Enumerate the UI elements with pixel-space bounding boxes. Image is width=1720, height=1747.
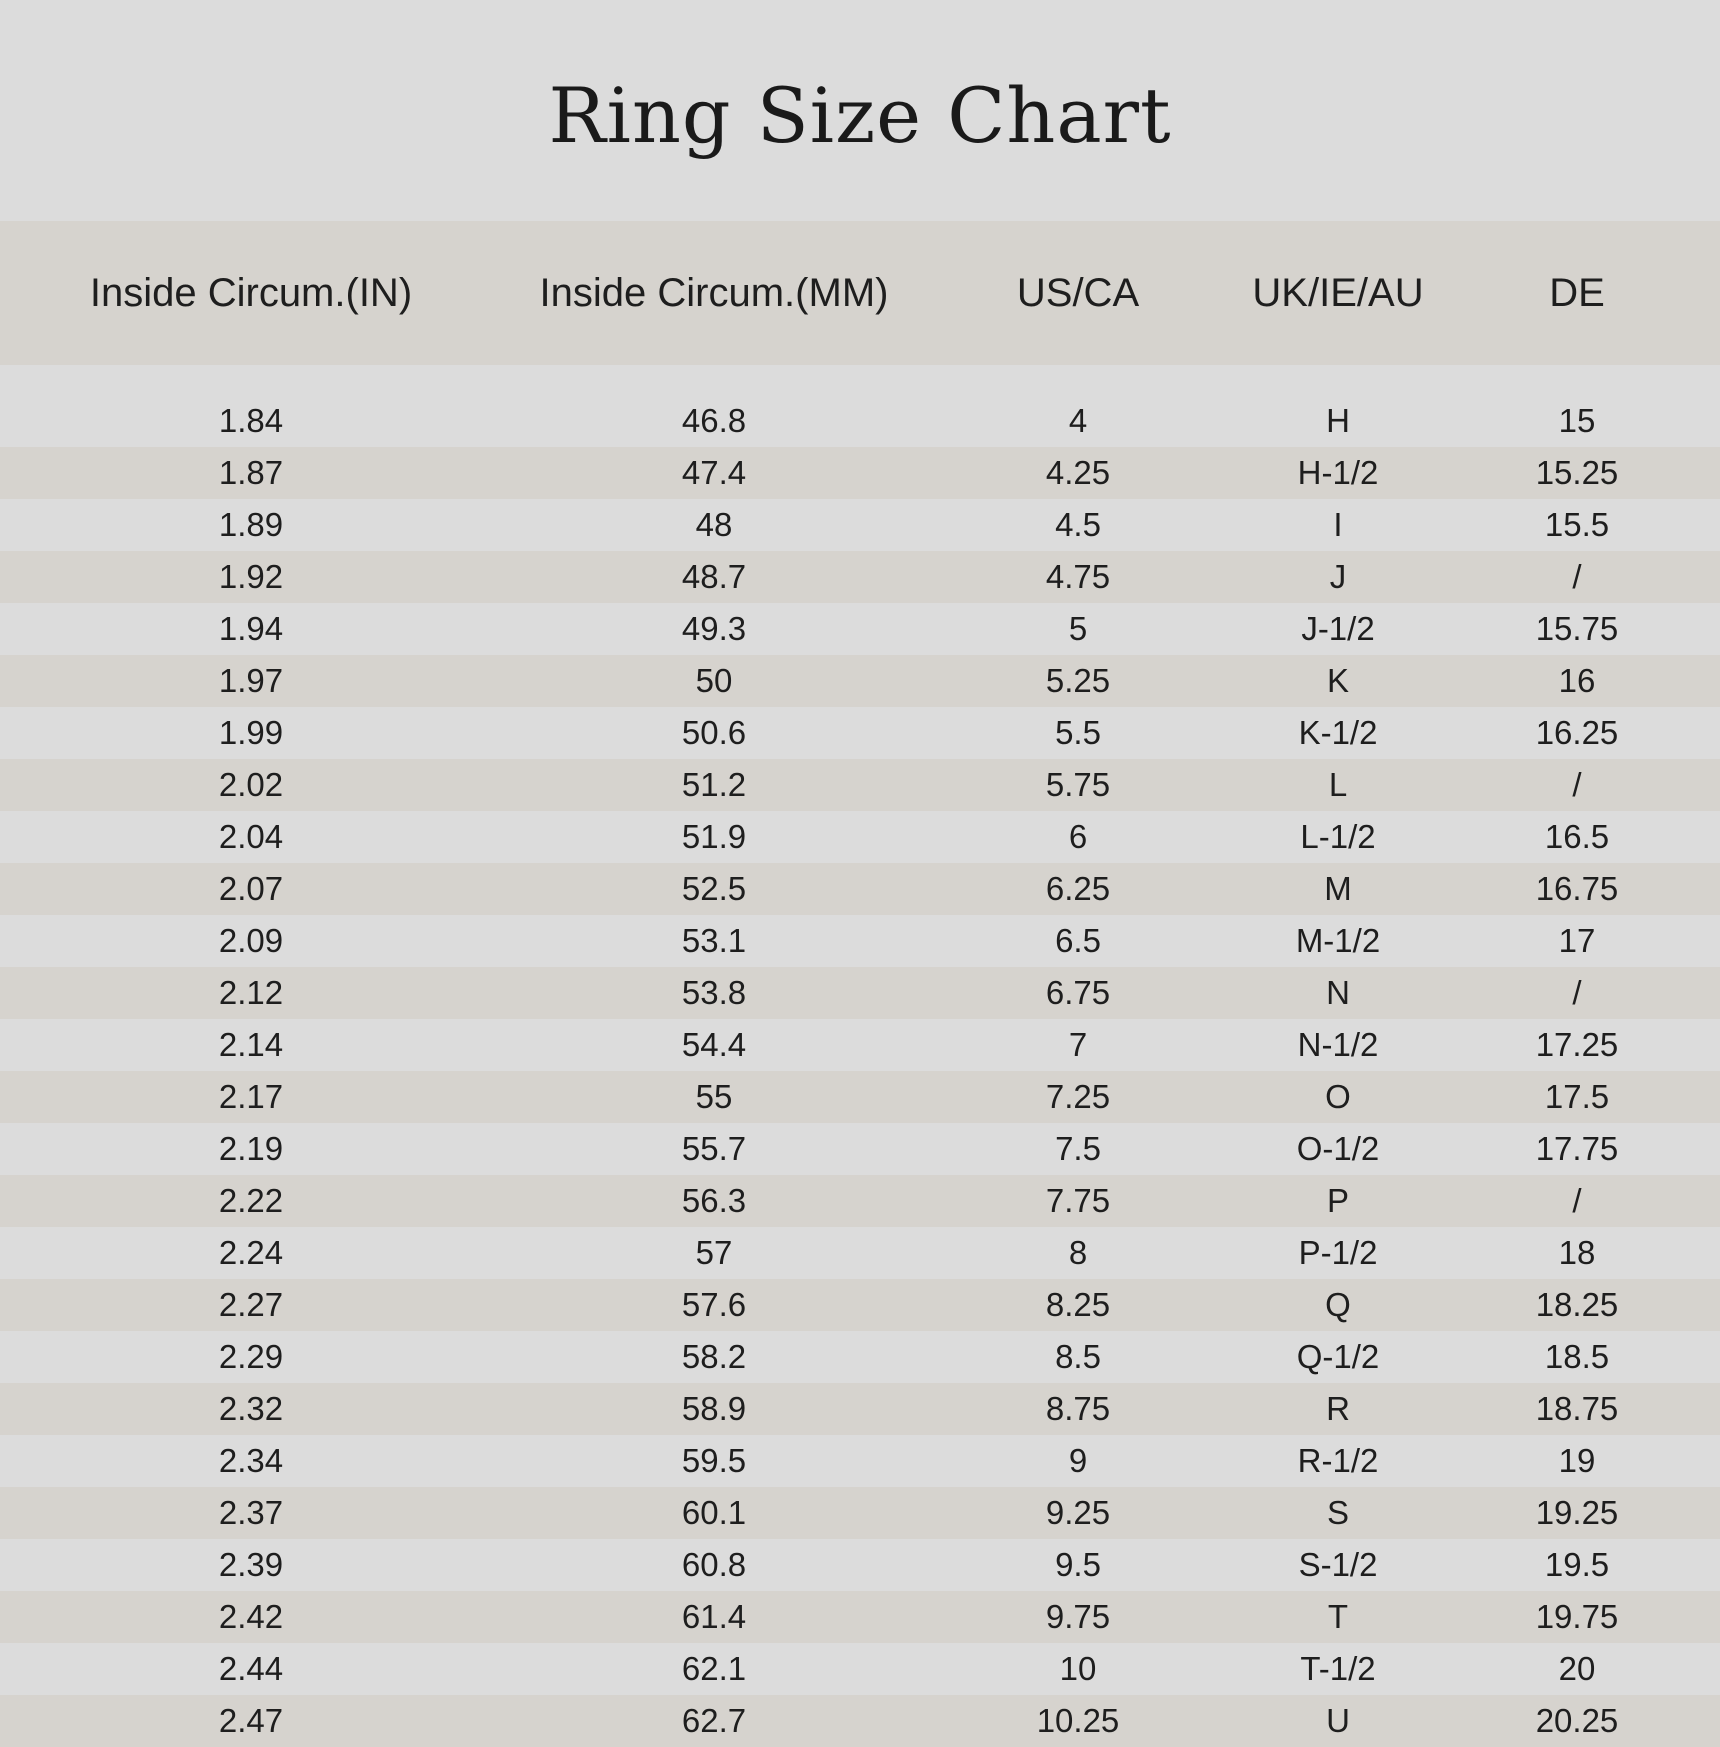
- cell-us-ca: 4.25: [1045, 454, 1111, 491]
- cell-mm: 58.2: [681, 1338, 747, 1375]
- cell-in: 1.94: [218, 610, 284, 647]
- table-row: [0, 1591, 1720, 1643]
- cell-in: 2.29: [218, 1338, 284, 1375]
- header-uk-ie-au: UK/IE/AU: [1252, 271, 1424, 315]
- cell-us-ca: 8.25: [1045, 1286, 1111, 1323]
- cell-de: 18: [1558, 1234, 1596, 1271]
- table-row: [0, 1019, 1720, 1071]
- cell-in: 1.84: [218, 402, 284, 439]
- cell-in: 2.17: [218, 1078, 284, 1115]
- cell-uk-ie-au: K: [1326, 662, 1350, 699]
- cell-mm: 50.6: [681, 714, 747, 751]
- cell-mm: 53.1: [681, 922, 747, 959]
- header-inside-circum-in: Inside Circum.(IN): [89, 271, 413, 315]
- page-title: Ring Size Chart: [548, 71, 1172, 160]
- cell-in: 2.09: [218, 922, 284, 959]
- cell-uk-ie-au: S-1/2: [1298, 1546, 1378, 1583]
- table-row: [0, 863, 1720, 915]
- cell-de: 18.25: [1535, 1286, 1619, 1323]
- cell-us-ca: 8.75: [1045, 1390, 1111, 1427]
- cell-in: 1.92: [218, 558, 284, 595]
- cell-mm: 59.5: [681, 1442, 747, 1479]
- cell-de: 18.5: [1544, 1338, 1610, 1375]
- cell-us-ca: 10: [1059, 1650, 1097, 1687]
- cell-mm: 58.9: [681, 1390, 747, 1427]
- cell-de: 17.5: [1544, 1078, 1610, 1115]
- table-row: [0, 551, 1720, 603]
- cell-mm: 62.1: [681, 1650, 747, 1687]
- cell-us-ca: 8.5: [1055, 1338, 1101, 1375]
- cell-in: 2.02: [218, 766, 284, 803]
- cell-in: 2.34: [218, 1442, 284, 1479]
- table-row: [0, 759, 1720, 811]
- table-row: [0, 603, 1720, 655]
- cell-mm: 55: [695, 1078, 733, 1115]
- cell-mm: 61.4: [681, 1598, 747, 1635]
- cell-us-ca: 7.25: [1045, 1078, 1111, 1115]
- cell-mm: 47.4: [681, 454, 747, 491]
- header-inside-circum-mm: Inside Circum.(MM): [539, 271, 889, 315]
- cell-in: 1.89: [218, 506, 284, 543]
- table-header: [0, 221, 1720, 365]
- table-row: [0, 1383, 1720, 1435]
- cell-de: /: [1572, 974, 1582, 1011]
- cell-mm: 46.8: [681, 402, 747, 439]
- cell-de: 19.75: [1535, 1598, 1619, 1635]
- cell-de: /: [1572, 1182, 1582, 1219]
- cell-us-ca: 5.25: [1045, 662, 1111, 699]
- cell-us-ca: 6.75: [1045, 974, 1111, 1011]
- table-row: [0, 967, 1720, 1019]
- cell-uk-ie-au: L-1/2: [1300, 818, 1376, 855]
- cell-mm: 48.7: [681, 558, 747, 595]
- cell-mm: 52.5: [681, 870, 747, 907]
- cell-in: 1.97: [218, 662, 284, 699]
- cell-de: /: [1572, 558, 1582, 595]
- cell-us-ca: 5.75: [1045, 766, 1111, 803]
- table-row: [0, 1279, 1720, 1331]
- cell-de: /: [1572, 766, 1582, 803]
- table-row: [0, 811, 1720, 863]
- cell-de: 20.25: [1535, 1702, 1619, 1739]
- cell-uk-ie-au: N: [1326, 974, 1350, 1011]
- cell-mm: 51.9: [681, 818, 747, 855]
- cell-de: 17.25: [1535, 1026, 1619, 1063]
- cell-in: 2.04: [218, 818, 284, 855]
- cell-de: 16.25: [1535, 714, 1619, 751]
- cell-mm: 57.6: [681, 1286, 747, 1323]
- cell-in: 2.07: [218, 870, 284, 907]
- header-us-ca: US/CA: [1016, 271, 1140, 315]
- cell-uk-ie-au: R: [1326, 1390, 1350, 1427]
- cell-us-ca: 6: [1068, 818, 1088, 855]
- cell-uk-ie-au: P: [1326, 1182, 1350, 1219]
- table-row: [0, 1331, 1720, 1383]
- cell-in: 2.12: [218, 974, 284, 1011]
- cell-uk-ie-au: L: [1328, 766, 1348, 803]
- cell-mm: 51.2: [681, 766, 747, 803]
- table-row: [0, 1175, 1720, 1227]
- cell-uk-ie-au: T: [1327, 1598, 1349, 1635]
- table-row: [0, 707, 1720, 759]
- table-row: [0, 1487, 1720, 1539]
- cell-us-ca: 9: [1068, 1442, 1088, 1479]
- cell-in: 2.32: [218, 1390, 284, 1427]
- cell-mm: 49.3: [681, 610, 747, 647]
- cell-in: 2.37: [218, 1494, 284, 1531]
- cell-de: 16.5: [1544, 818, 1610, 855]
- cell-uk-ie-au: T-1/2: [1300, 1650, 1376, 1687]
- cell-de: 16.75: [1535, 870, 1619, 907]
- cell-us-ca: 6.5: [1055, 922, 1101, 959]
- cell-uk-ie-au: K-1/2: [1298, 714, 1378, 751]
- cell-in: 2.24: [218, 1234, 284, 1271]
- cell-uk-ie-au: I: [1333, 506, 1343, 543]
- table-row: [0, 447, 1720, 499]
- cell-mm: 48: [695, 506, 733, 543]
- header-de: DE: [1549, 271, 1605, 315]
- cell-uk-ie-au: Q-1/2: [1296, 1338, 1380, 1375]
- table-row: [0, 1123, 1720, 1175]
- cell-de: 18.75: [1535, 1390, 1619, 1427]
- table-row: [0, 915, 1720, 967]
- cell-in: 2.44: [218, 1650, 284, 1687]
- cell-us-ca: 8: [1068, 1234, 1088, 1271]
- cell-uk-ie-au: M-1/2: [1295, 922, 1381, 959]
- cell-us-ca: 7.75: [1045, 1182, 1111, 1219]
- cell-mm: 60.8: [681, 1546, 747, 1583]
- cell-uk-ie-au: M: [1324, 870, 1352, 907]
- cell-uk-ie-au: R-1/2: [1297, 1442, 1379, 1479]
- cell-us-ca: 4.75: [1045, 558, 1111, 595]
- table-body: [0, 395, 1720, 1747]
- cell-de: 20: [1558, 1650, 1596, 1687]
- cell-de: 19.25: [1535, 1494, 1619, 1531]
- cell-mm: 54.4: [681, 1026, 747, 1063]
- cell-uk-ie-au: H-1/2: [1297, 454, 1379, 491]
- cell-de: 15.5: [1544, 506, 1610, 543]
- cell-mm: 50: [695, 662, 733, 699]
- cell-in: 2.42: [218, 1598, 284, 1635]
- cell-uk-ie-au: U: [1326, 1702, 1350, 1739]
- cell-uk-ie-au: Q: [1325, 1286, 1351, 1323]
- table-row: [0, 655, 1720, 707]
- cell-uk-ie-au: J: [1329, 558, 1347, 595]
- cell-in: 2.27: [218, 1286, 284, 1323]
- cell-uk-ie-au: S: [1326, 1494, 1350, 1531]
- cell-in: 2.14: [218, 1026, 284, 1063]
- cell-uk-ie-au: H: [1326, 402, 1350, 439]
- cell-in: 2.39: [218, 1546, 284, 1583]
- cell-uk-ie-au: J-1/2: [1301, 610, 1375, 647]
- cell-in: 1.87: [218, 454, 284, 491]
- cell-us-ca: 10.25: [1036, 1702, 1120, 1739]
- cell-us-ca: 7.5: [1055, 1130, 1101, 1167]
- cell-de: 17.75: [1535, 1130, 1619, 1167]
- cell-de: 16: [1558, 662, 1596, 699]
- cell-de: 19.5: [1544, 1546, 1610, 1583]
- cell-us-ca: 5.5: [1055, 714, 1101, 751]
- cell-mm: 56.3: [681, 1182, 747, 1219]
- table-row: [0, 1227, 1720, 1279]
- cell-in: 2.47: [218, 1702, 284, 1739]
- cell-us-ca: 9.5: [1055, 1546, 1101, 1583]
- cell-us-ca: 4: [1068, 402, 1088, 439]
- table-row: [0, 1539, 1720, 1591]
- table-row: [0, 499, 1720, 551]
- table-row: [0, 1643, 1720, 1695]
- cell-uk-ie-au: O-1/2: [1296, 1130, 1380, 1167]
- table-row: [0, 1695, 1720, 1747]
- table-row: [0, 1435, 1720, 1487]
- cell-mm: 60.1: [681, 1494, 747, 1531]
- cell-mm: 53.8: [681, 974, 747, 1011]
- cell-us-ca: 4.5: [1055, 506, 1101, 543]
- cell-de: 19: [1558, 1442, 1596, 1479]
- cell-in: 1.99: [218, 714, 284, 751]
- cell-us-ca: 5: [1068, 610, 1088, 647]
- cell-us-ca: 9.25: [1045, 1494, 1111, 1531]
- cell-us-ca: 9.75: [1045, 1598, 1111, 1635]
- cell-us-ca: 6.25: [1045, 870, 1111, 907]
- cell-uk-ie-au: P-1/2: [1298, 1234, 1378, 1271]
- cell-de: 17: [1558, 922, 1596, 959]
- table-row: [0, 1071, 1720, 1123]
- table-row: [0, 395, 1720, 447]
- cell-mm: 62.7: [681, 1702, 747, 1739]
- cell-in: 2.22: [218, 1182, 284, 1219]
- cell-mm: 55.7: [681, 1130, 747, 1167]
- cell-de: 15.25: [1535, 454, 1619, 491]
- cell-in: 2.19: [218, 1130, 284, 1167]
- cell-uk-ie-au: O: [1325, 1078, 1351, 1115]
- cell-uk-ie-au: N-1/2: [1297, 1026, 1379, 1063]
- cell-de: 15: [1558, 402, 1596, 439]
- cell-de: 15.75: [1535, 610, 1619, 647]
- cell-us-ca: 7: [1068, 1026, 1088, 1063]
- cell-mm: 57: [695, 1234, 733, 1271]
